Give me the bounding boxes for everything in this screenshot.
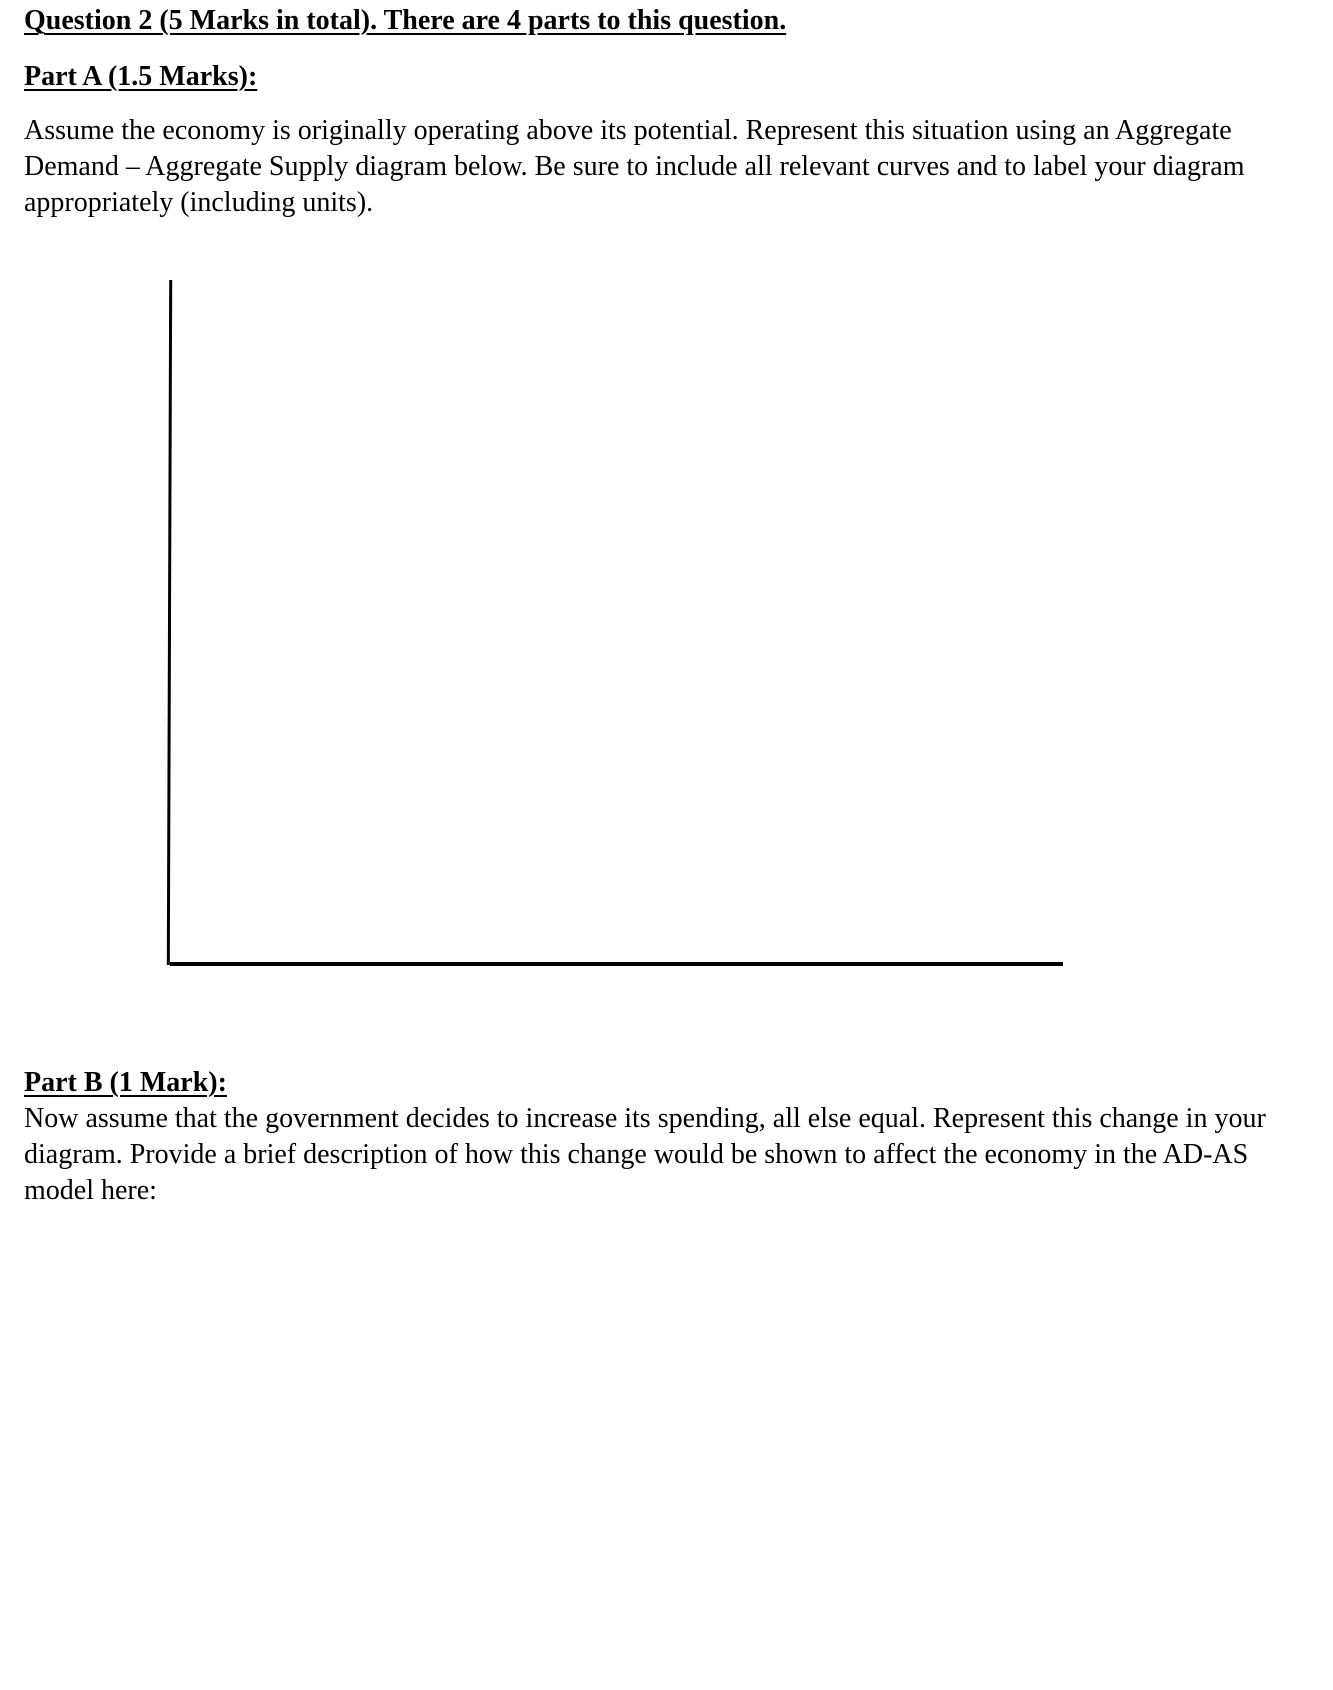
part-b-line-3: model here:: [24, 1175, 157, 1206]
part-a-heading: Part A (1.5 Marks):: [24, 61, 258, 92]
part-a-line-1: Assume the economy is originally operating above its potential. Represent this situation using an Aggregate: [24, 115, 1232, 146]
diagram-horizontal-axis: [170, 962, 1063, 966]
answer-area[interactable]: [24, 1220, 1304, 1660]
part-b-line-2: diagram. Provide a brief description of how this change would be shown to affect the economy in the AD-AS: [24, 1139, 1249, 1170]
part-a-line-3: appropriately (including units).: [24, 187, 374, 218]
diagram-vertical-axis: [167, 280, 172, 965]
question-title: Question 2 (5 Marks in total). There are 4 parts to this question.: [24, 5, 787, 36]
part-a-line-2: Demand – Aggregate Supply diagram below. Be sure to include all relevant curves and to label your diagram: [24, 151, 1245, 182]
part-b-line-1: Now assume that the government decides to increase its spending, all else equal. Represent this change in your: [24, 1103, 1266, 1134]
part-b-heading: Part B (1 Mark):: [24, 1067, 227, 1098]
